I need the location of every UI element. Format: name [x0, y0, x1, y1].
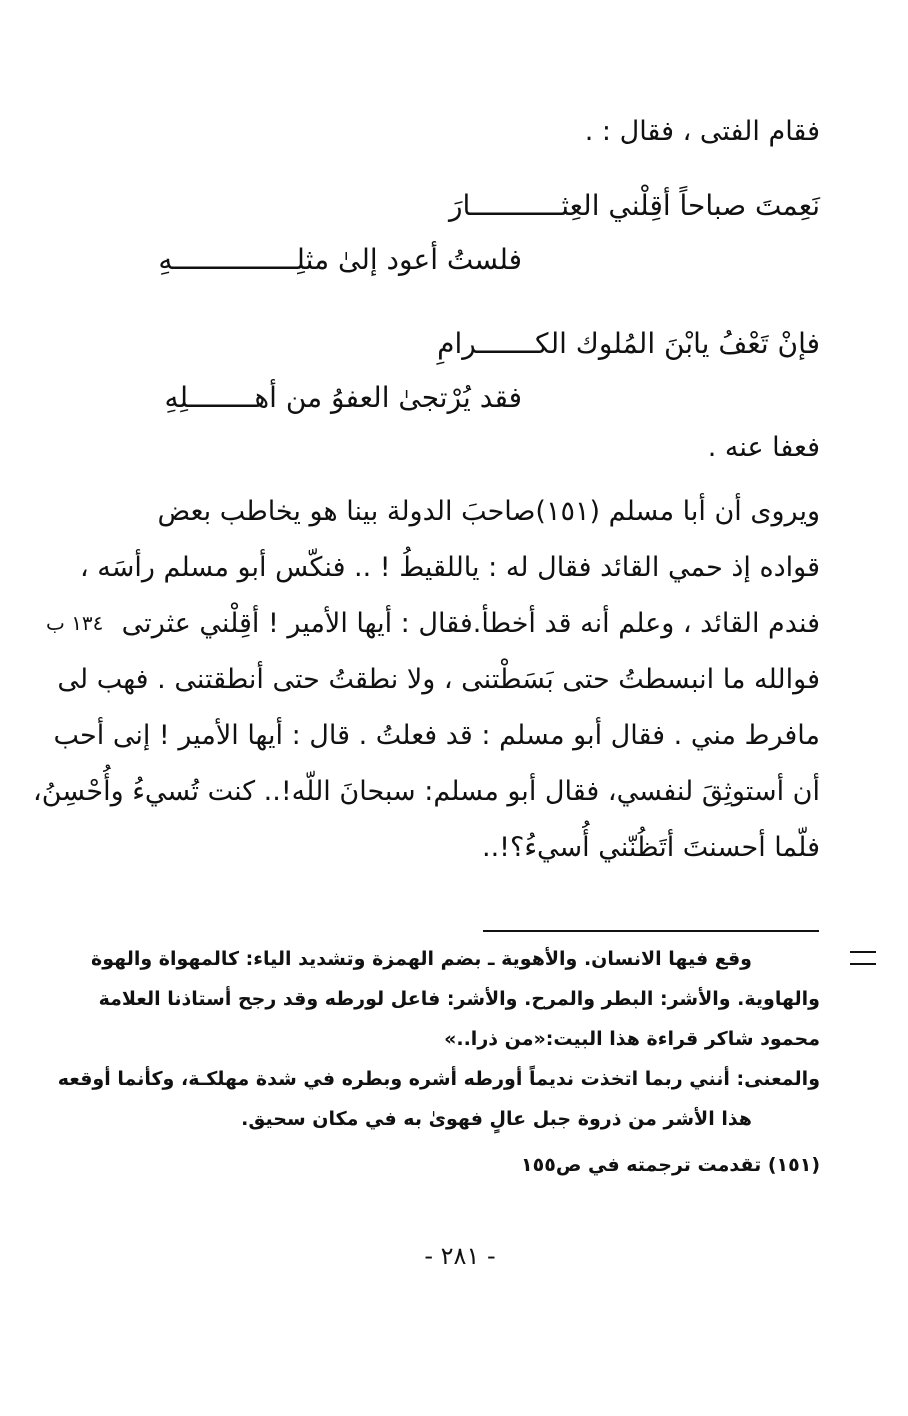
footnote-line-1: وقع فيها الانسان. والأهوية ـ بضم الهمزة وتشديد الياء: كالمهواة والهوة	[91, 948, 752, 970]
paragraph-line-6: أن أستوثِقَ لنفسي، فقال أبو مسلم: سبحانَ اللّه!.. كنت تُسيءُ وأُحْسِنُ،	[33, 776, 820, 807]
paragraph-line-7: فلّما أحسنتَ أتَظُنّني أُسيءُ؟!..	[482, 832, 820, 863]
verse-line-2: فلستُ أعود إلىٰ مثلِـــــــــــــــهِ	[158, 243, 522, 276]
footnote-line-4: والمعنى: أنني ربما اتخذت نديماً أورطه أشره وبطره في شدة مهلكـة، وكأنما أوقعه	[57, 1068, 820, 1090]
after-verses-line: فعفا عنه .	[707, 432, 820, 463]
footnote-line-3: محمود شاكر قراءة هذا البيت:«من ذرا..»	[444, 1028, 820, 1050]
paragraph-line-3: فندم القائد ، وعلم أنه قد أخطأ.فقال : أيها الأمير ! أقِلْني عثرتى	[121, 608, 820, 639]
verse-line-4: فقد يُرْتجىٰ العفوُ من أهــــــــلِهِ	[164, 381, 522, 414]
paragraph-line-2: قواده إذ حمي القائد فقال له : ياللقيطُ ! .. فنكّس أبو مسلم رأسَه ،	[79, 552, 820, 583]
verse-line-1: نَعِمتَ صباحاً أقِلْني العِثـــــــــــارَ	[448, 189, 820, 222]
footnote-line-5: هذا الأشر من ذروة جبل عالٍ فهوىٰ به في مكان سحيق.	[241, 1108, 752, 1130]
paragraph-line-4: فوالله ما انبسطتُ حتى بَسَطْتنى ، ولا نطقتُ حتى أنطقتنى . فهب لى	[57, 664, 820, 695]
paragraph-line-5: مافرط مني . فقال أبو مسلم : قد فعلتُ . قال : أيها الأمير ! إنى أحب	[53, 720, 820, 751]
continuation-mark	[850, 951, 876, 965]
paragraph-line-1: ويروى أن أبا مسلم (١٥١)صاحبَ الدولة بينا هو يخاطب بعض	[157, 496, 820, 527]
margin-folio-note: ١٣٤ ب	[46, 611, 104, 635]
footnote-line-2: والهاوية. والأشر: البطر والمرح. والأشر: فاعل لورطه وقد رجح أستاذنا العلامة	[98, 988, 820, 1010]
verse-line-3: فإنْ تَعْفُ يابْنَ المُلوك الكـــــــرامِ	[437, 327, 820, 360]
footnote-151: (١٥١) تقدمت ترجمته في ص١٥٥	[521, 1154, 820, 1176]
page-number: - ٢٨١ -	[424, 1242, 496, 1270]
intro-line: فقام الفتى ، فقال : .	[584, 116, 820, 147]
footnote-separator	[483, 930, 819, 932]
